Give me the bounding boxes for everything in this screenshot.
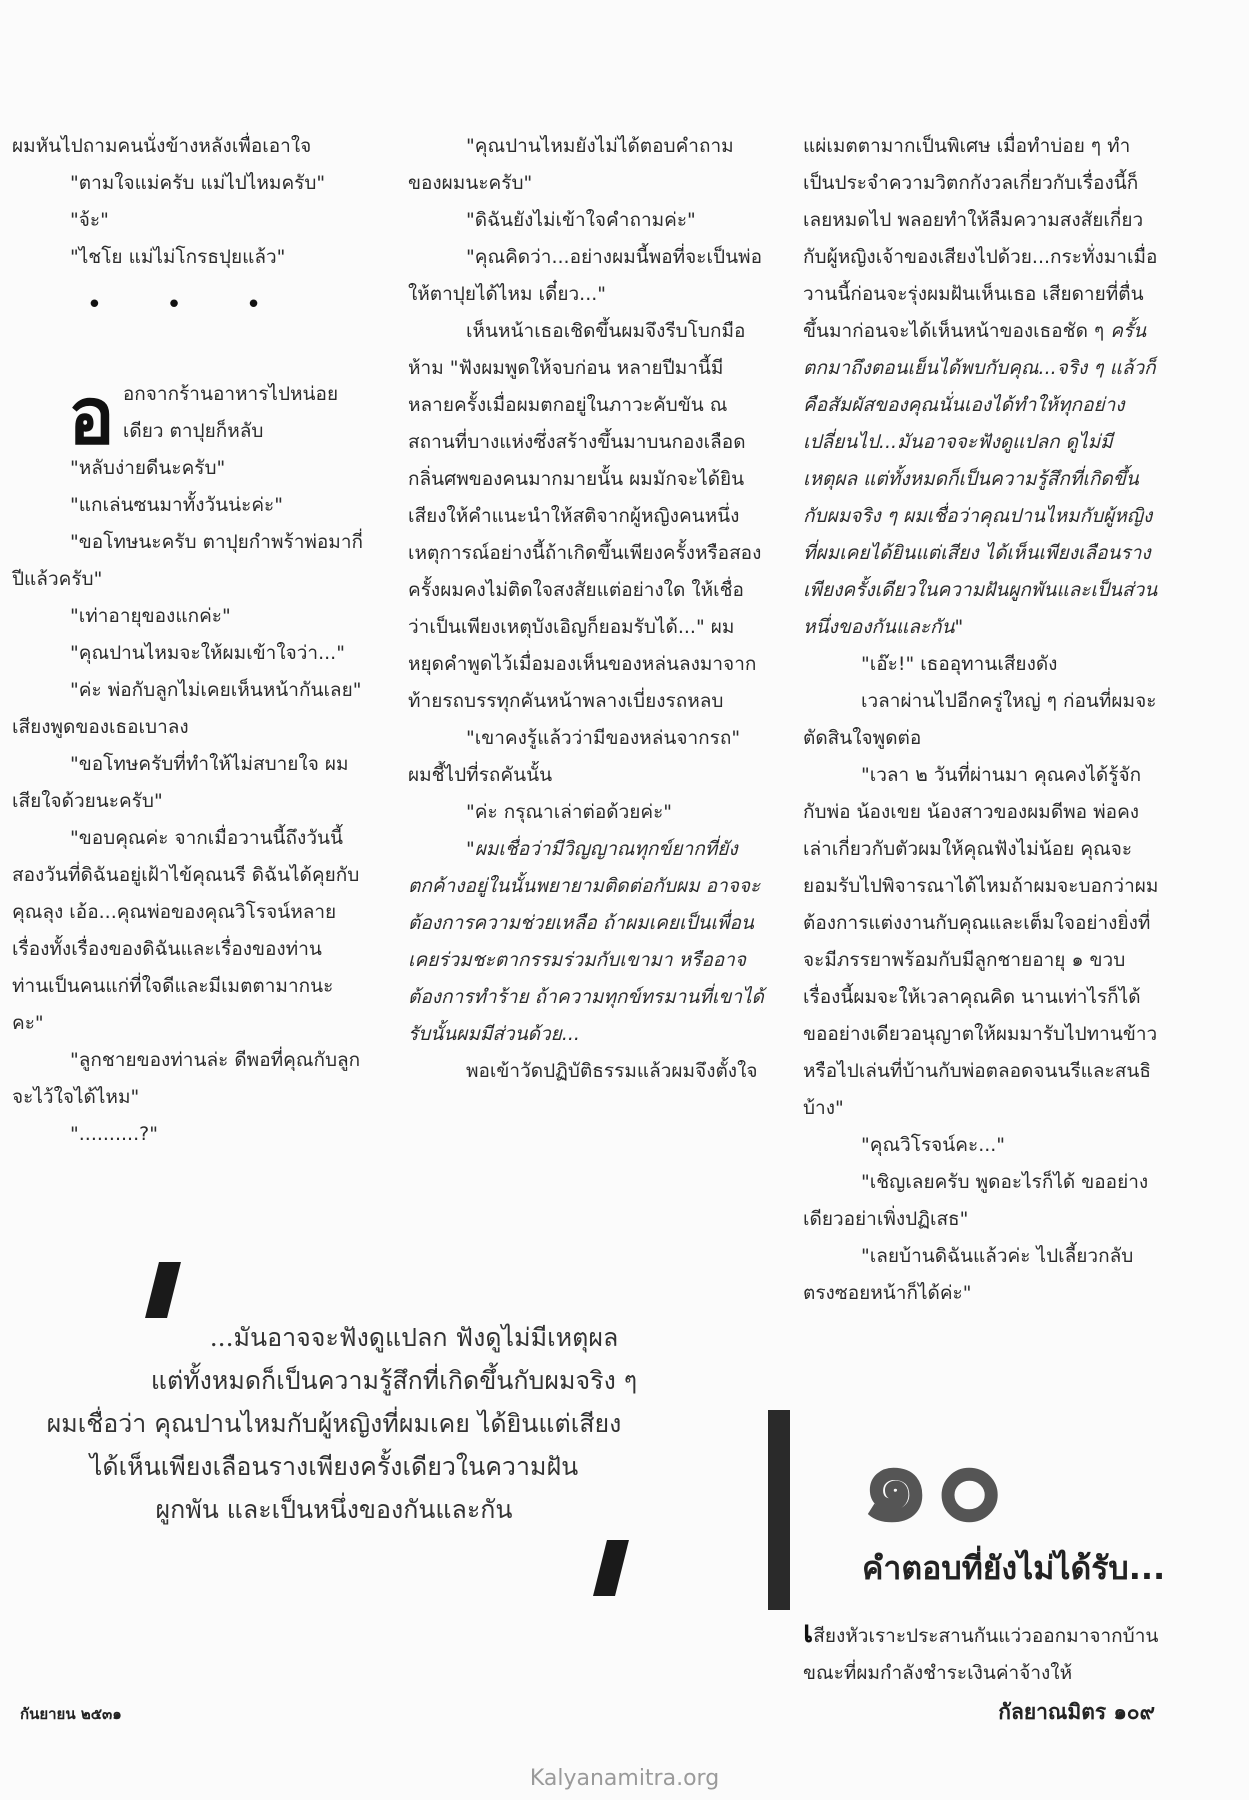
chapter-bar [768,1410,790,1610]
column-middle [408,128,764,1090]
paragraph: "จ้ะ" [70,209,109,231]
paragraph: "ขอโทษครับที่ทำให้ไม่สบายใจ ผมเสียใจด้วยนะครับ" [12,753,349,812]
paragraph: "ขอบคุณค่ะ จากเมื่อวานนี้ถึงวันนี้สองวันที่ดิฉันอยู่เฝ้าไข้คุณนรี ดิฉันได้คุยกับคุณลุง เอ้อ...คุณพ่อของคุณวิโรจน์หลายเรื่องทั้งเรื่องของดิฉันและเรื่องของท่าน ท่านเป็นคนแก่ที่ใจดีและมีเมตตามากนะคะ" [12,827,360,1034]
pull-quote-line: ...มันอาจจะฟังดูแปลก ฟังดูไม่มีเหตุผล [209,1323,619,1352]
paragraph: "คุณคิดว่า...อย่างผมนี้พอที่จะเป็นพ่อให้ตาปุยได้ไหม เดี๋ยว..." [408,246,762,305]
paragraph: "ไชโย แม่ไม่โกรธปุยแล้ว" [70,246,286,268]
paragraph: "ตามใจแม่ครับ แม่ไปไหมครับ" [70,172,326,194]
paragraph: "หลับง่ายดีนะครับ" [70,457,226,479]
pull-quote-line: ได้เห็นเพียงเลือนรางเพียงครั้งเดียวในความฝัน [89,1452,579,1481]
paragraph: เวลาผ่านไปอีกครู่ใหญ่ ๆ ก่อนที่ผมจะตัดสินใจพูดต่อ [803,690,1157,749]
paragraph: "ดิฉันยังไม่เข้าใจคำถามค่ะ" [466,209,696,231]
quote-close-mark-icon [593,1540,629,1596]
column-left [12,128,364,1153]
paragraph: "เขาคงรู้แล้วว่ามีของหล่นจากรถ" ผมชี้ไปที่รถคันนั้น [408,727,741,786]
drop-cap: อ [68,372,115,462]
paragraph: "ค่ะ พ่อกับลูกไม่เคยเห็นหน้ากันเลย" เสียงพูดของเธอเบาลง [12,679,362,738]
paragraph-text: อกจากร้านอาหารไปหน่อยเดียว ตาปุยก็หลับ [122,383,339,442]
paragraph: ผมหันไปถามคนนั่งข้างหลังเพื่อเอาใจ [12,135,312,157]
paragraph: "เชิญเลยครับ พูดอะไรก็ได้ ขออย่างเดียวอย่าเพิ่งปฏิเสธ" [803,1171,1149,1230]
pull-quote-line: แต่ทั้งหมดก็เป็นความรู้สึกที่เกิดขึ้นกับผมจริง ๆ [150,1366,638,1395]
watermark: Kalyanamitra.org [529,1766,720,1791]
footer-date: กันยายน ๒๕๓๑ [20,1705,122,1723]
paragraph: "คุณปานไหมจะให้ผมเข้าใจว่า..." [70,642,345,664]
quote-open-mark-icon [145,1262,181,1318]
paragraph: "เอ๊ะ!" เธออุทานเสียงดัง [861,653,1058,675]
paragraph: "เลยบ้านดิฉันแล้วค่ะ ไปเลี้ยวกลับตรงซอยหน้าก็ได้ค่ะ" [803,1245,1134,1304]
paragraph [803,1614,1159,1692]
paragraph [803,128,1159,646]
pull-quote-line: ผมเชื่อว่า คุณปานไหมกับผู้หญิงที่ผมเคย ได้ยินแต่เสียง [46,1409,622,1438]
paragraph: "เวลา ๒ วันที่ผ่านมา คุณคงได้รู้จักกับพ่อ น้องเขย น้องสาวของผมดีพอ พ่อคงเล่าเกี่ยวกับตัวผมให้คุณฟังไม่น้อย คุณจะยอมรับไปพิจารณาได้ไหมถ้าผมจะบอกว่าผมต้องการแต่งงานกับคุณและเต็มใจอย่างยิ่งที่จะมีภรรยาพร้อมกับมีลูกชายอายุ ๑ ขวบ เรื่องนี้ผมจะให้เวลาคุณคิด นานเท่าไรก็ได้ ขออย่างเดียวอนุญาตให้ผมมารับไปทานข้าวหรือไปเล่นที่บ้านกับพ่อตลอดจนนรีและสนธิบ้าง" [803,764,1159,1119]
paragraph: "แกเล่นซนมาทั้งวันน่ะค่ะ" [70,494,283,516]
chapter-title: คำตอบที่ยังไม่ได้รับ... [862,1549,1166,1587]
paragraph: "เท่าอายุของแกค่ะ" [70,605,231,627]
pull-quote [14,1316,654,1531]
paragraph: พอเข้าวัดปฏิบัติธรรมแล้วผมจึงตั้งใจ [466,1060,758,1082]
paragraph-text: สียงหัวเราะประสานกันแว่วออกมาจากบ้านขณะที่ผมกำลังชำระเงินค่าจ้างให้ [803,1625,1159,1684]
footer-page-number: กัลยาณมิตร ๑๐๙ [998,1700,1155,1724]
paragraph: "คุณปานไหมยังไม่ได้ตอบคำถามของผมนะครับ" [408,135,734,194]
drop-cap: เ [803,1615,814,1650]
paragraph: "คุณวิโรจน์คะ..." [861,1134,1006,1156]
paragraph [12,372,364,462]
paragraph-text: แผ่เมตตามากเป็นพิเศษ เมื่อทำบ่อย ๆ ทำเป็นประจำความวิตกกังวลเกี่ยวกับเรื่องนี้ก็เลยหมดไป พลอยทำให้ลืมความสงสัยเกี่ยวกับผู้หญิงเจ้าของเสียงไปด้วย...กระทั่งมาเมื่อวานนี้ก่อนจะรุ่งผมฝันเห็นเธอ เสียดายที่ตื่นขึ้นมาก่อนจะได้เห็นหน้าของเธอชัด ๆ [803,135,1158,342]
pull-quote-line: ผูกพัน และเป็นหนึ่งของกันและกัน [155,1495,513,1524]
paragraph: "ลูกชายของท่านล่ะ ดีพอที่คุณกับลูกจะไว้ใจได้ไหม" [12,1049,361,1108]
column-right [803,128,1159,1312]
chapter-opening [803,1614,1159,1692]
paragraph: "..........?" [70,1123,158,1145]
section-break-dots: • • • [86,290,290,320]
chapter-number: ๑๐ [860,1417,1008,1547]
paragraph-italic: "ผมเชื่อว่ามีวิญญาณทุกข์ยากที่ยังตกค้างอยู่ในนั้นพยายามติดต่อกับผม อาจจะต้องการความช่วยเหลือ ถ้าผมเคยเป็นเพื่อน เคยร่วมชะตากรรมร่วมกับเขามา หรืออาจต้องการทำร้าย ถ้าความทุกข์ทรมานที่เขาได้รับนั้นผมมีส่วนด้วย... [408,838,764,1045]
paragraph: "ขอโทษนะครับ ตาปุยกำพร้าพ่อมากี่ปีแล้วครับ" [12,531,364,590]
paragraph-italic: ครั้นตกมาถึงตอนเย็นได้พบกับคุณ...จริง ๆ แล้วก็คือสัมผัสของคุณนั่นเองได้ทำให้ทุกอย่างเปลี่ยนไป...มันอาจจะฟังดูแปลก ดูไม่มีเหตุผล แต่ทั้งหมดก็เป็นความรู้สึกที่เกิดขึ้นกับผมจริง ๆ ผมเชื่อว่าคุณปานไหมกับผู้หญิงที่ผมเคยได้ยินแต่เสียง ได้เห็นเพียงเลือนรางเพียงครั้งเดียวในความฝันผูกพันและเป็นส่วนหนึ่งของกันและกัน" [803,320,1158,638]
paragraph: "ค่ะ กรุณาเล่าต่อด้วยค่ะ" [466,801,673,823]
paragraph: เห็นหน้าเธอเชิดขึ้นผมจึงรีบโบกมือห้าม "ฟังผมพูดให้จบก่อน หลายปีมานี้มีหลายครั้งเมื่อผมตกอยู่ในภาวะคับขัน ณ สถานที่บางแห่งซึ่งสร้างขึ้นมาบนกองเลือดกลิ่นศพของคนมากมายนั้น ผมมักจะได้ยินเสียงให้คำแนะนำให้สติจากผู้หญิงคนหนึ่ง เหตุการณ์อย่างนี้ถ้าเกิดขึ้นเพียงครั้งหรือสองครั้งผมคงไม่ติดใจสงสัยแต่อย่างใด ให้เชื่อว่าเป็นเพียงเหตุบังเอิญก็ยอมรับได้..." ผมหยุดคำพูดไว้เมื่อมองเห็นของหล่นลงมาจากท้ายรถบรรทุกคันหน้าพลางเบี่ยงรถหลบ [408,320,762,712]
